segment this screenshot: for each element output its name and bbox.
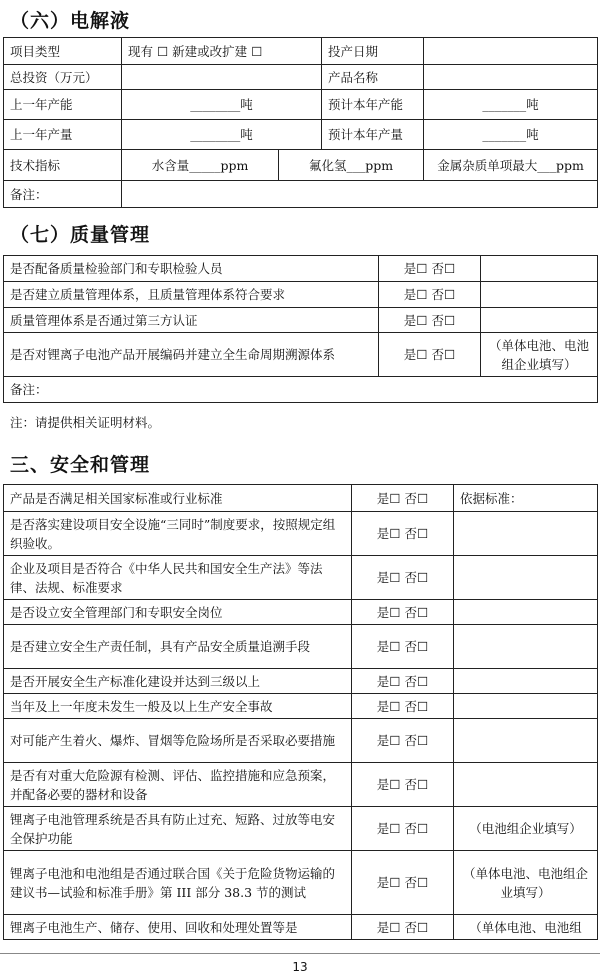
yes-no-checkbox[interactable]: 是☐ 否☐ bbox=[379, 308, 481, 333]
row-note[interactable]: （电池组企业填写） bbox=[454, 807, 598, 851]
electrolyte-table bbox=[3, 37, 598, 208]
est-output-label: 预计本年产量 bbox=[322, 120, 424, 150]
row-note[interactable] bbox=[454, 600, 598, 625]
tech-hf[interactable]: 氟化氢___ppm bbox=[279, 150, 424, 181]
question-text: 当年及上一年度未发生一般及以上生产安全事故 bbox=[4, 694, 352, 719]
question-text: 锂离子电池生产、储存、使用、回收和处理处置等是 bbox=[4, 915, 352, 940]
start-date-value[interactable] bbox=[424, 38, 598, 65]
table-row bbox=[4, 763, 598, 807]
project-type-label: 项目类型 bbox=[4, 38, 122, 65]
last-capacity-value[interactable]: ________吨 bbox=[122, 90, 322, 120]
row-note[interactable] bbox=[454, 669, 598, 694]
yes-no-checkbox[interactable]: 是☐ 否☐ bbox=[379, 333, 481, 377]
question-text: 是否对锂离子电池产品开展编码并建立全生命周期溯源体系 bbox=[4, 333, 379, 377]
row-note[interactable] bbox=[481, 282, 598, 308]
tech-metal[interactable]: 金属杂质单项最大___ppm bbox=[424, 150, 598, 181]
row-note[interactable] bbox=[481, 308, 598, 333]
table-row bbox=[4, 485, 598, 512]
last-output-label: 上一年产量 bbox=[4, 120, 122, 150]
table-row bbox=[4, 256, 598, 282]
table-row bbox=[4, 807, 598, 851]
section7-title: （七）质量管理 bbox=[10, 224, 151, 246]
question-text: 锂离子电池管理系统是否具有防止过充、短路、过放等电安全保护功能 bbox=[4, 807, 352, 851]
row-note[interactable]: （单体电池、电池组企业填写） bbox=[454, 851, 598, 915]
footer-rule bbox=[0, 953, 600, 954]
yes-no-checkbox[interactable]: 是☐ 否☐ bbox=[379, 256, 481, 282]
yes-no-checkbox[interactable]: 是☐ 否☐ bbox=[352, 719, 454, 763]
row-note[interactable] bbox=[454, 512, 598, 556]
start-date-label: 投产日期 bbox=[322, 38, 424, 65]
row-note[interactable] bbox=[454, 625, 598, 669]
table-row bbox=[4, 719, 598, 763]
row-note[interactable] bbox=[454, 719, 598, 763]
remark-label: 备注： bbox=[4, 181, 122, 208]
quality-remark[interactable]: 备注： bbox=[4, 377, 598, 403]
last-output-value[interactable]: ________吨 bbox=[122, 120, 322, 150]
page-number: 13 bbox=[292, 960, 308, 974]
question-text: 是否配备质量检验部门和专职检验人员 bbox=[4, 256, 379, 282]
remark-value[interactable] bbox=[122, 181, 598, 208]
yes-no-checkbox[interactable]: 是☐ 否☐ bbox=[352, 556, 454, 600]
table-row bbox=[4, 282, 598, 308]
question-text: 产品是否满足相关国家标准或行业标准 bbox=[4, 485, 352, 512]
row-note[interactable]: （单体电池、电池组企业填写） bbox=[481, 333, 598, 377]
question-text: 对可能产生着火、爆炸、冒烟等危险场所是否采取必要措施 bbox=[4, 719, 352, 763]
table-row bbox=[4, 556, 598, 600]
row-note[interactable]: 依据标准： bbox=[454, 485, 598, 512]
tech-label: 技术指标 bbox=[4, 150, 122, 181]
table-row bbox=[4, 851, 598, 915]
table-row bbox=[4, 694, 598, 719]
question-text: 是否有对重大危险源有检测、评估、监控措施和应急预案，并配备必要的器材和设备 bbox=[4, 763, 352, 807]
question-text: 是否建立安全生产责任制，具有产品安全质量追溯手段 bbox=[4, 625, 352, 669]
section6-title: （六）电解液 bbox=[10, 10, 131, 32]
last-capacity-label: 上一年产能 bbox=[4, 90, 122, 120]
tech-water[interactable]: 水含量_____ppm bbox=[122, 150, 279, 181]
table-row bbox=[4, 308, 598, 333]
table-row bbox=[4, 333, 598, 377]
quality-table bbox=[3, 255, 598, 403]
yes-no-checkbox[interactable]: 是☐ 否☐ bbox=[352, 807, 454, 851]
yes-no-checkbox[interactable]: 是☐ 否☐ bbox=[379, 282, 481, 308]
question-text: 是否落实建设项目安全设施“三同时”制度要求，按照规定组织验收。 bbox=[4, 512, 352, 556]
safety-table bbox=[3, 484, 598, 940]
row-note[interactable] bbox=[454, 556, 598, 600]
investment-value[interactable] bbox=[122, 65, 322, 90]
note: 注：请提供相关证明材料。 bbox=[10, 415, 161, 430]
table-row bbox=[4, 600, 598, 625]
yes-no-checkbox[interactable]: 是☐ 否☐ bbox=[352, 669, 454, 694]
yes-no-checkbox[interactable]: 是☐ 否☐ bbox=[352, 763, 454, 807]
yes-no-checkbox[interactable]: 是☐ 否☐ bbox=[352, 851, 454, 915]
project-type-value[interactable]: 现有 ☐ 新建或改扩建 ☐ bbox=[122, 38, 322, 65]
question-text: 锂离子电池和电池组是否通过联合国《关于危险货物运输的建议书—试验和标准手册》第 III 部分 38.3 节的测试 bbox=[4, 851, 352, 915]
table-row bbox=[4, 915, 598, 940]
yes-no-checkbox[interactable]: 是☐ 否☐ bbox=[352, 694, 454, 719]
yes-no-checkbox[interactable]: 是☐ 否☐ bbox=[352, 915, 454, 940]
row-note[interactable] bbox=[481, 256, 598, 282]
table-row bbox=[4, 512, 598, 556]
table-row bbox=[4, 625, 598, 669]
yes-no-checkbox[interactable]: 是☐ 否☐ bbox=[352, 625, 454, 669]
row-note[interactable] bbox=[454, 694, 598, 719]
table-row bbox=[4, 669, 598, 694]
yes-no-checkbox[interactable]: 是☐ 否☐ bbox=[352, 600, 454, 625]
question-text: 质量管理体系是否通过第三方认证 bbox=[4, 308, 379, 333]
est-capacity-label: 预计本年产能 bbox=[322, 90, 424, 120]
question-text: 是否建立质量管理体系，且质量管理体系符合要求 bbox=[4, 282, 379, 308]
investment-label: 总投资（万元） bbox=[4, 65, 122, 90]
row-note[interactable]: （单体电池、电池组 bbox=[454, 915, 598, 940]
est-output-value[interactable]: _______吨 bbox=[424, 120, 598, 150]
product-name-value[interactable] bbox=[424, 65, 598, 90]
est-capacity-value[interactable]: _______吨 bbox=[424, 90, 598, 120]
row-note[interactable] bbox=[454, 763, 598, 807]
section3-title: 三、安全和管理 bbox=[10, 454, 151, 476]
yes-no-checkbox[interactable]: 是☐ 否☐ bbox=[352, 485, 454, 512]
yes-no-checkbox[interactable]: 是☐ 否☐ bbox=[352, 512, 454, 556]
question-text: 企业及项目是否符合《中华人民共和国安全生产法》等法律、法规、标准要求 bbox=[4, 556, 352, 600]
product-name-label: 产品名称 bbox=[322, 65, 424, 90]
question-text: 是否开展安全生产标准化建设并达到三级以上 bbox=[4, 669, 352, 694]
question-text: 是否设立安全管理部门和专职安全岗位 bbox=[4, 600, 352, 625]
